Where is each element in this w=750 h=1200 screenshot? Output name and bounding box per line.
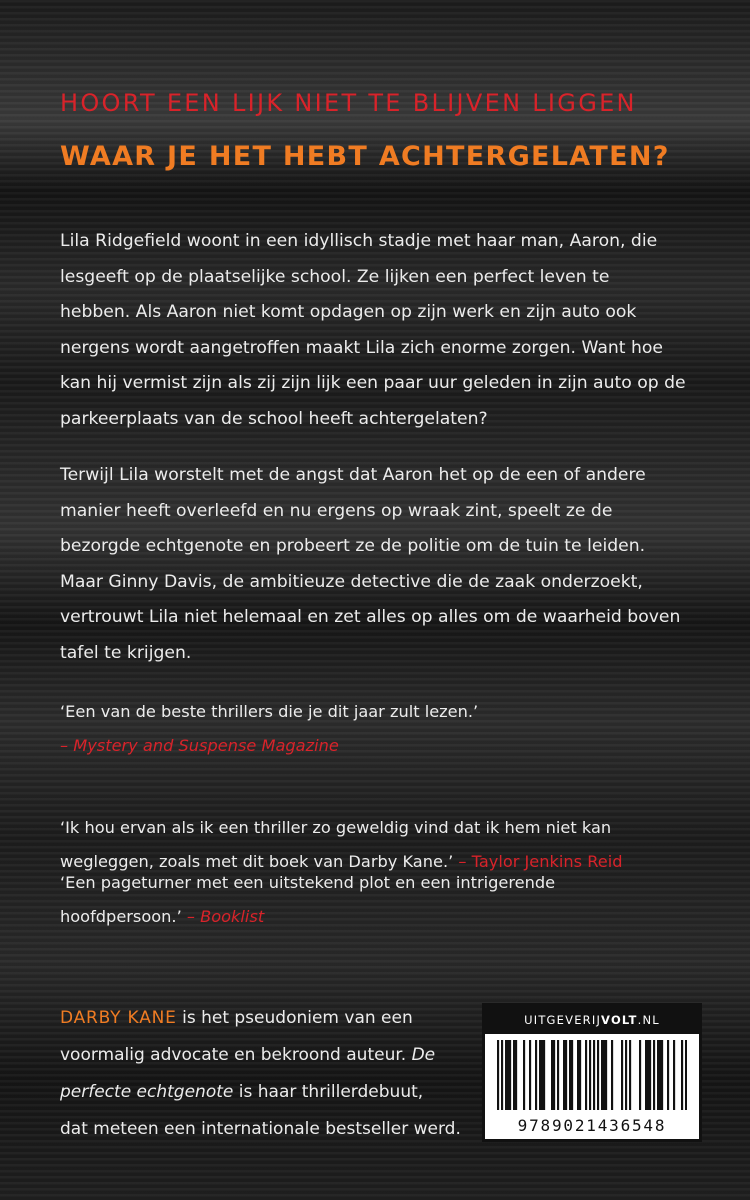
blurb-line: tafel te krijgen. (60, 642, 192, 663)
barcode-bar (661, 1040, 663, 1110)
barcode-bar (557, 1040, 559, 1110)
quote-text: ‘Een pageturner met een uitstekend plot en een intrigerende (60, 873, 556, 892)
quote-text: ‘Ik hou ervan als ik een thriller zo geweldig vind dat ik hem niet kan (60, 818, 612, 837)
isbn-number: 9789021436548 (517, 1116, 667, 1135)
barcode-bar (577, 1040, 579, 1110)
barcode-bar (611, 1040, 613, 1110)
quote-text: hoofdpersoon.’ (60, 907, 182, 926)
barcode-bar (497, 1040, 499, 1110)
blurb-line: hebben. Als Aaron niet komt opdagen op zijn werk en zijn auto ook (60, 302, 637, 322)
quote-text: ‘Een van de beste thrillers die je dit jaar zult lezen.’ (60, 702, 479, 721)
book-title: De (411, 1045, 436, 1065)
author-bio-text: dat meteen een internationale bestseller werd. (60, 1119, 461, 1139)
blurb-line: bezorgde echtgenote en probeert ze de politie om de tuin te leiden. (60, 536, 646, 556)
quote-source: – Mystery and Suspense Magazine (60, 736, 339, 755)
barcode-bar (529, 1040, 531, 1110)
barcode-bar (501, 1040, 503, 1110)
barcode-bar (579, 1040, 581, 1110)
blurb-line: Maar Ginny Davis, de ambitieuze detective die de zaak onderzoekt, (60, 571, 643, 592)
barcode-bar (667, 1040, 669, 1110)
barcode-bar (565, 1040, 567, 1110)
quote-source: – Booklist (186, 907, 265, 926)
barcode-bar (657, 1040, 659, 1110)
barcode-bar (685, 1040, 687, 1110)
barcode-bar (603, 1040, 605, 1110)
barcode-bar (541, 1040, 543, 1110)
isbn-barcode (482, 1003, 702, 1142)
blurb-line: Terwijl Lila worstelt met de angst dat Aaron het op de een of andere (60, 465, 646, 485)
barcode-bar (513, 1040, 515, 1110)
barcode-bar (649, 1040, 651, 1110)
barcode-bar (653, 1040, 655, 1110)
blurb-paragraph-1 (60, 224, 700, 437)
author-bio (60, 1000, 480, 1148)
blurb-line: vertrouwt Lila niet helemaal en zet alles op alles om de waarheid boven (60, 607, 681, 627)
barcode-bar (543, 1040, 545, 1110)
barcode-bar (509, 1040, 511, 1110)
author-bio-text: is het pseudoniem van een (176, 1008, 413, 1028)
barcode-bar (605, 1040, 607, 1110)
barcode-bar (515, 1040, 517, 1110)
review-quote-1 (60, 695, 720, 763)
barcode-bar (563, 1040, 565, 1110)
headline-line-1: HOORT EEN LIJK NIET TE BLIJVEN LIGGEN (60, 89, 637, 117)
blurb-line: manier heeft overleefd en nu ergens op wraak zint, speelt ze de (60, 500, 613, 521)
blurb-line: Lila Ridgefield woont in een idyllisch stadje met haar man, Aaron, die (60, 231, 658, 251)
barcode-bar (645, 1040, 647, 1110)
barcode-bar (639, 1040, 641, 1110)
barcode-bar (553, 1040, 555, 1110)
author-bio-text: is haar thrillerdebuut, (233, 1082, 424, 1102)
barcode-bar (569, 1040, 571, 1110)
blurb-line: lesgeeft op de plaatselijke school. Ze lijken een perfect leven te (60, 266, 610, 287)
blurb-line: nergens wordt aangetroffen maakt Lila zich enorme zorgen. Want hoe (60, 337, 663, 358)
barcode-bar (507, 1040, 509, 1110)
barcode-bar (535, 1040, 537, 1110)
barcode-bar (523, 1040, 525, 1110)
blurb-line: kan hij vermist zijn als zij zijn lijk een paar uur geleden in zijn auto op de (60, 373, 686, 393)
barcode-bars (497, 1040, 687, 1110)
barcode-bar (571, 1040, 573, 1110)
barcode-bar (593, 1040, 595, 1110)
quote-source: – Taylor Jenkins Reid (458, 852, 623, 871)
headline-line-2: WAAR JE HET HEBT ACHTERGELATEN? (60, 141, 670, 172)
barcode-bar (551, 1040, 553, 1110)
barcode-bar (625, 1040, 627, 1110)
barcode-bar (647, 1040, 649, 1110)
barcode-bar (539, 1040, 541, 1110)
barcode-bar (673, 1040, 675, 1110)
blurb-line: parkeerplaats van de school heeft achtergelaten? (60, 408, 488, 429)
review-quote-3 (60, 866, 720, 934)
author-bio-text: voormalig advocate en bekroond auteur. (60, 1045, 407, 1065)
barcode-bar (589, 1040, 591, 1110)
barcode-bar (597, 1040, 599, 1110)
author-name: DARBY KANE (60, 1008, 177, 1028)
book-title: perfecte echtgenote (60, 1082, 234, 1102)
barcode-bar (659, 1040, 661, 1110)
blurb-paragraph-2 (60, 458, 700, 671)
barcode-bar (601, 1040, 603, 1110)
barcode-bar (629, 1040, 631, 1110)
barcode-bar (621, 1040, 623, 1110)
barcode-bar (585, 1040, 587, 1110)
barcode-bar (505, 1040, 507, 1110)
publisher-url: UITGEVERIJVOLT.NL (485, 1006, 699, 1034)
barcode-bar (681, 1040, 683, 1110)
quote-text: wegleggen, zoals met dit boek van Darby Kane.’ (60, 852, 454, 871)
